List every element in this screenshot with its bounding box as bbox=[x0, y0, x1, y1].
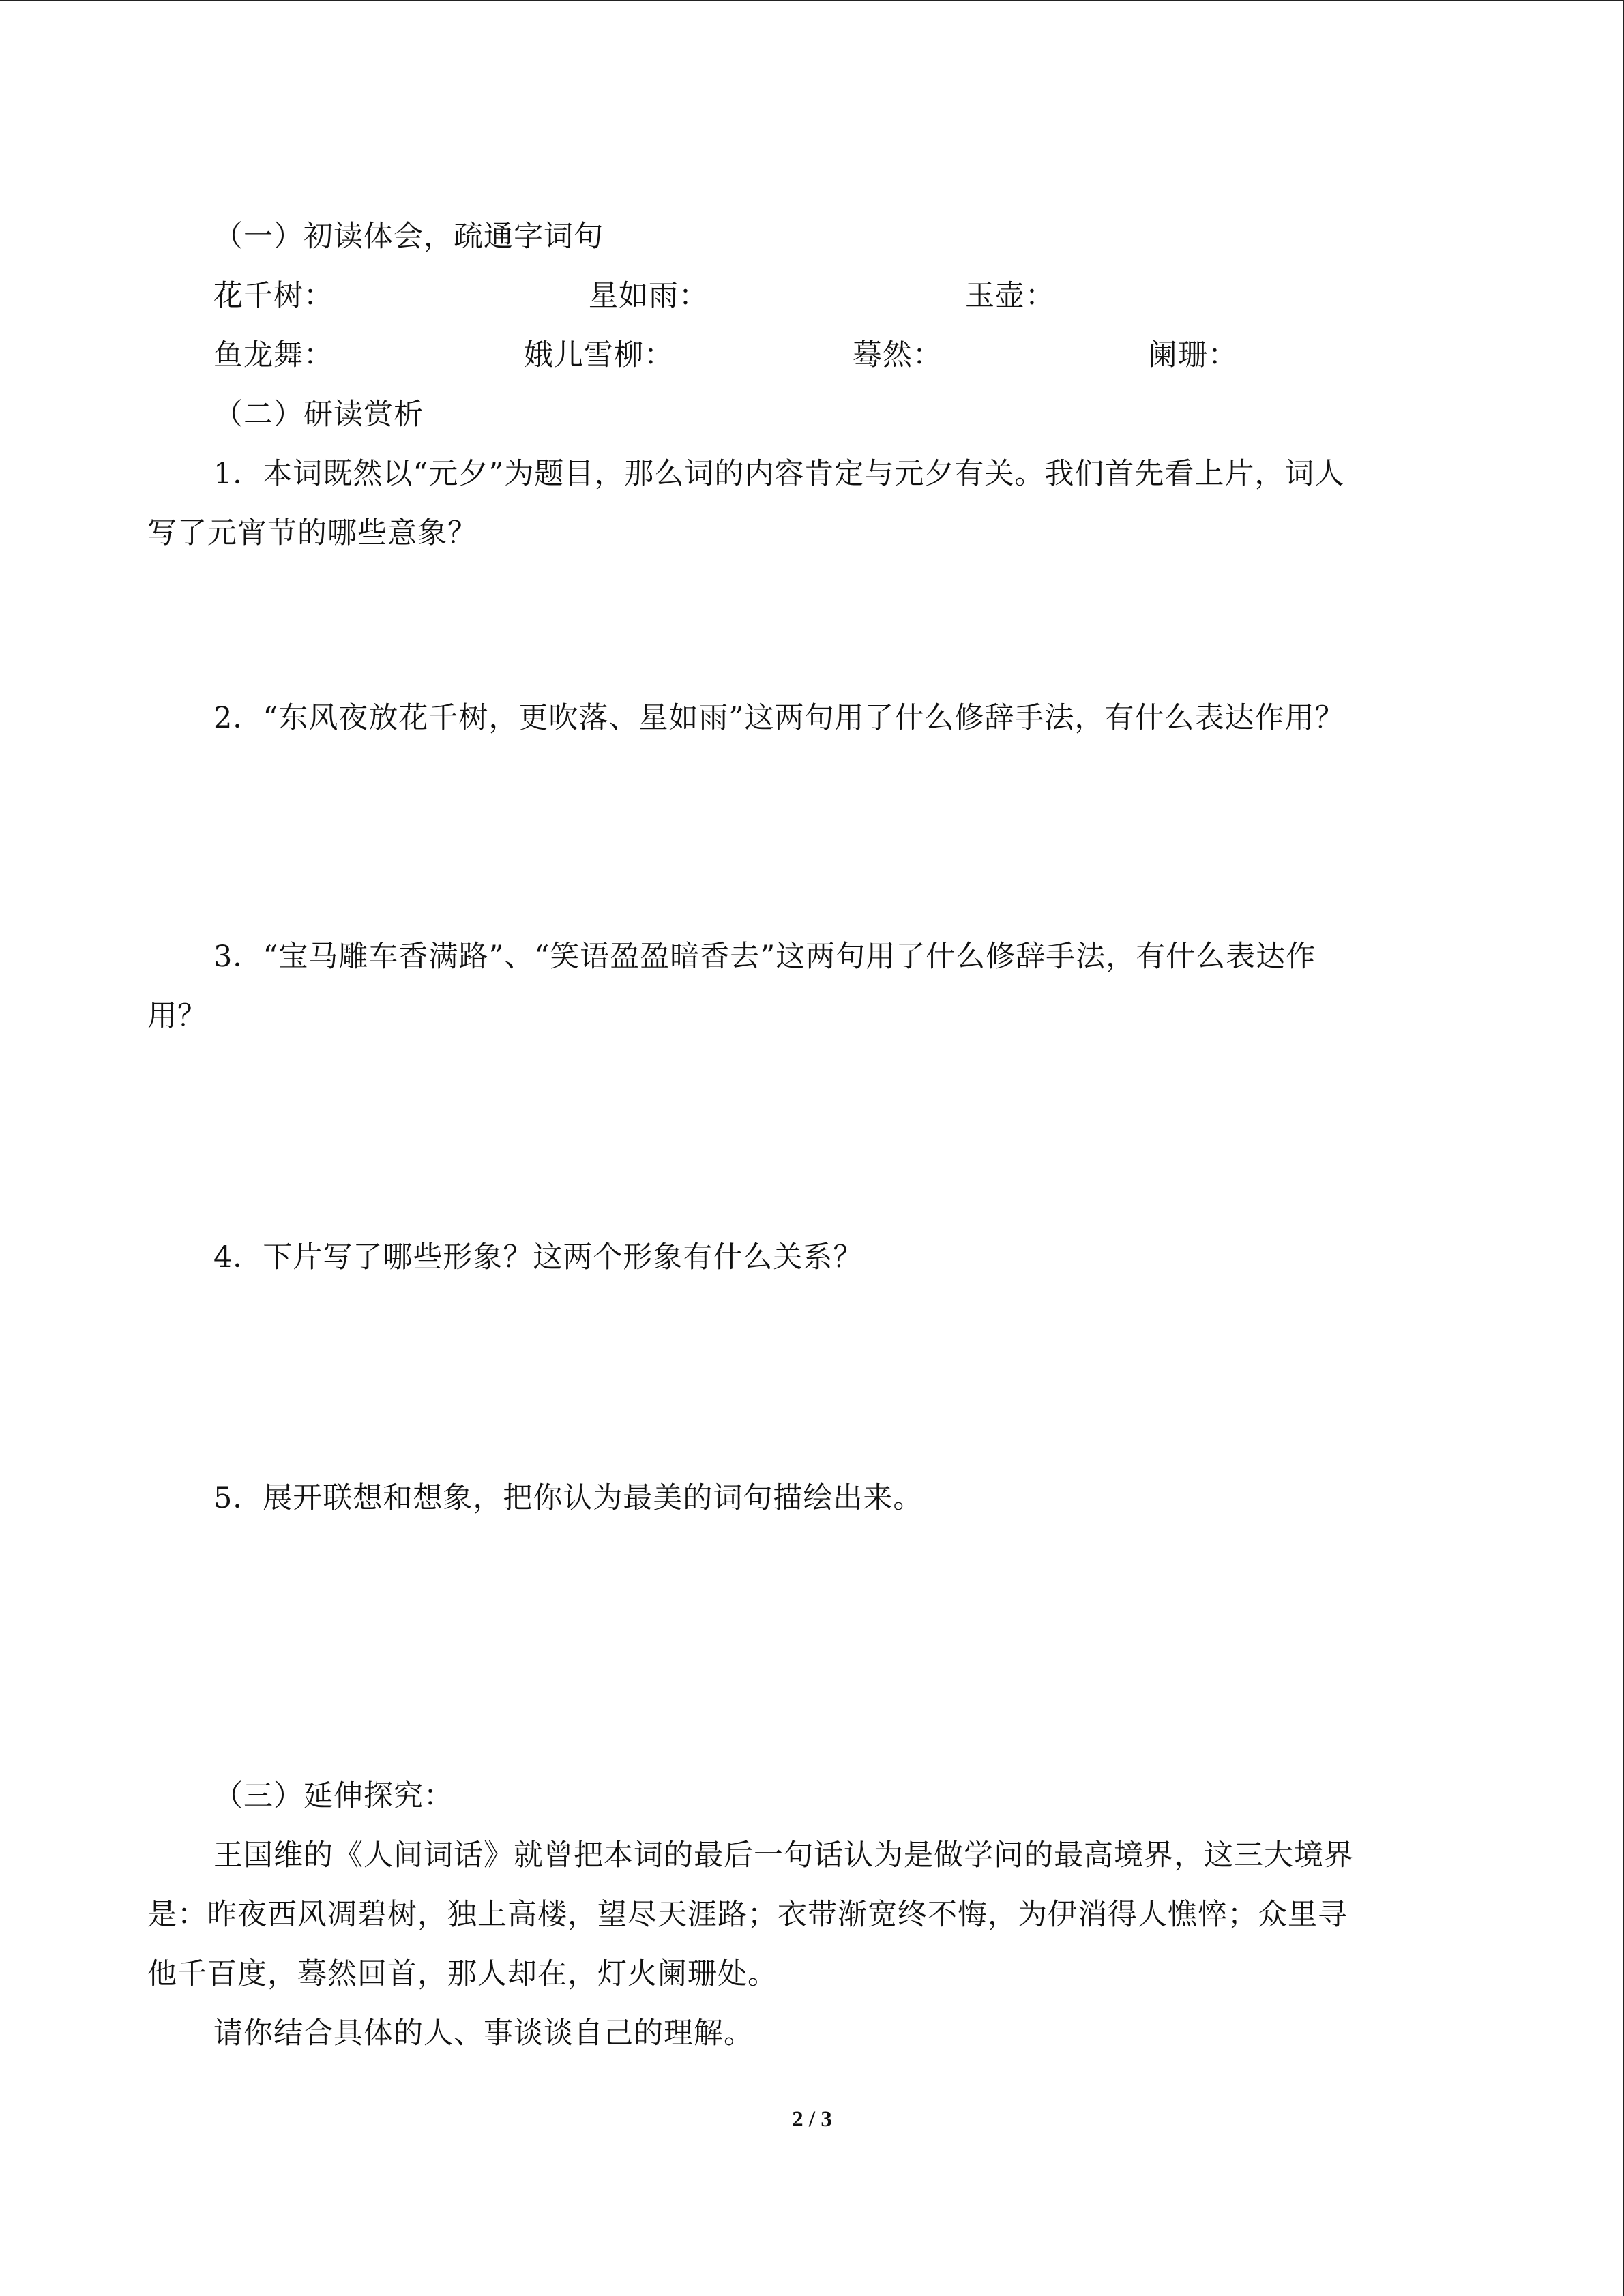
vocab-item-xing-ru-yu: 星如雨： bbox=[589, 279, 709, 313]
question-1-line-2: 写了元宵节的哪些意象？ bbox=[147, 516, 477, 550]
vocab-item-e-er-xue-liu: 娥儿雪柳： bbox=[524, 338, 674, 372]
extension-para-line-2: 是：昨夜西风凋碧树，独上高楼，望尽天涯路；衣带渐宽终不悔，为伊消得人憔悴；众里寻 bbox=[147, 1898, 1348, 1932]
page-number: 2 / 3 bbox=[792, 2107, 832, 2132]
question-3-line-2: 用？ bbox=[147, 999, 207, 1033]
extension-para-line-1: 王国维的《人间词话》就曾把本词的最后一句话认为是做学问的最高境界，这三大境界 bbox=[213, 1838, 1354, 1873]
question-1-line-1: 1．本词既然以“元夕”为题目，那么词的内容肯定与元夕有关。我们首先看上片，词人 bbox=[213, 457, 1345, 491]
section3-heading: （三）延伸探究： bbox=[213, 1779, 454, 1813]
vocab-item-mo-ran: 蓦然： bbox=[853, 338, 943, 372]
vocab-item-yu-long-wu: 鱼龙舞： bbox=[213, 338, 334, 372]
vocab-item-hua-qian-shu: 花千树： bbox=[213, 279, 334, 313]
question-3-line-1: 3．“宝马雕车香满路”、“笑语盈盈暗香去”这两句用了什么修辞手法，有什么表达作 bbox=[213, 940, 1316, 974]
extension-prompt: 请你结合具体的人、事谈谈自己的理解。 bbox=[213, 2016, 754, 2051]
question-4: 4．下片写了哪些形象？这两个形象有什么关系？ bbox=[213, 1240, 863, 1274]
extension-para-line-3: 他千百度，蓦然回首，那人却在，灯火阑珊处。 bbox=[147, 1957, 778, 1991]
vocab-item-yu-hu: 玉壶： bbox=[965, 279, 1055, 313]
question-2: 2．“东风夜放花千树，更吹落、星如雨”这两句用了什么修辞手法，有什么表达作用？ bbox=[213, 701, 1345, 735]
section2-heading: （二）研读赏析 bbox=[213, 398, 424, 432]
vocab-item-lan-shan: 阑珊： bbox=[1148, 338, 1238, 372]
section1-heading: （一）初读体会，疏通字词句 bbox=[213, 220, 604, 254]
page-top-border bbox=[0, 0, 1623, 1]
question-5: 5．展开联想和想象，把你认为最美的词句描绘出来。 bbox=[213, 1481, 924, 1515]
